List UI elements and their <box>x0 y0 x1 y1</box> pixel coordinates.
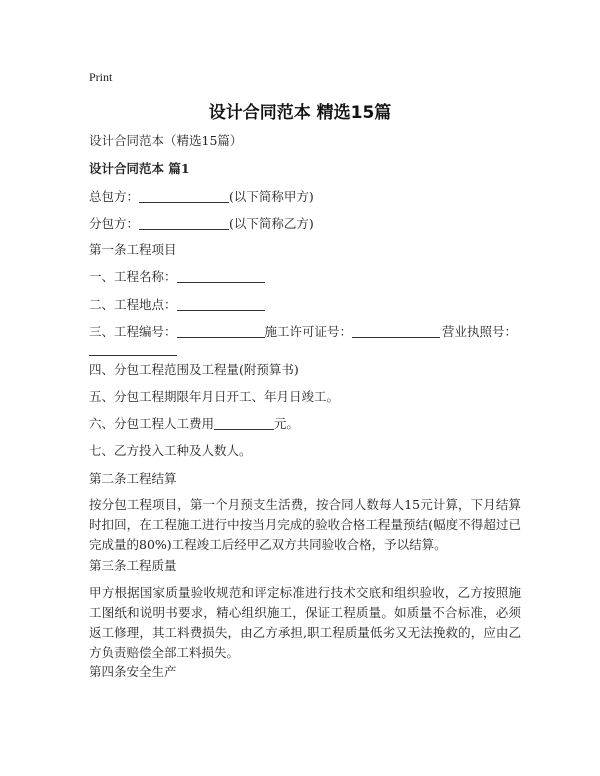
article2-body: 按分包工程项目，第一个月预支生活费，按合同人数每人15元计算，下月结算时扣回，在工程施工进行中按当月完成的验收合格工程量预结(幅度不得超过已完成量的80%)工程竣工后经甲乙双方共同验收合格，予以结算。 <box>89 497 521 552</box>
party-a-label: 总包方： <box>89 189 140 204</box>
article4-heading: 第四条安全生产 <box>89 664 177 679</box>
article1-item5: 五、分包工程期限年月日开工、年月日竣工。 <box>89 389 340 404</box>
section-heading: 设计合同范本 篇1 <box>89 161 190 176</box>
article1-item7: 七、乙方投入工种及人数人。 <box>89 443 252 458</box>
project-name-blank <box>177 268 265 283</box>
labor-cost-unit: 元。 <box>274 416 300 431</box>
article1-item3 <box>89 322 517 342</box>
labor-cost-label: 六、分包工程人工费用 <box>89 416 215 431</box>
project-number-label: 三、工程编号： <box>89 324 177 339</box>
party-b-note: (以下简称乙方) <box>229 216 314 231</box>
article1-item1 <box>89 267 265 287</box>
article1-item2 <box>89 295 265 315</box>
project-number-blank <box>177 323 265 338</box>
party-b-blank <box>139 215 229 230</box>
project-location-blank <box>177 296 265 311</box>
article3-heading: 第三条工程质量 <box>89 558 177 573</box>
permit-blank <box>352 323 440 338</box>
article3-body: 甲方根据国家质量验收规范和评定标准进行技术交底和组织验收，乙方按照施工图纸和说明书要求，精心组织施工，保证工程质量。如质量不合标准，必须返工修理，其工料费损失，由乙方承担,职工程质量低劣又无法挽救的，应由乙方负责赔偿全部工料损失。 <box>89 585 521 660</box>
permit-label: 施工许可证号： <box>264 324 353 339</box>
party-b-label: 分包方： <box>89 216 140 231</box>
article1-item4: 四、分包工程范围及工程量(附预算书) <box>89 362 299 377</box>
project-name-label: 一、工程名称： <box>89 269 177 284</box>
document-subtitle: 设计合同范本（精选15篇） <box>89 133 243 148</box>
labor-cost-blank <box>214 415 274 430</box>
party-b-line <box>89 214 314 234</box>
party-a-line <box>89 187 314 207</box>
document-title: 设计合同范本 精选15篇 <box>208 103 392 123</box>
project-location-label: 二、工程地点： <box>89 297 177 312</box>
article1-heading: 第一条工程项目 <box>89 242 177 257</box>
license-label: 营业执照号： <box>442 324 518 339</box>
print-link[interactable]: Print <box>89 70 113 84</box>
party-a-note: (以下简称甲方) <box>229 189 314 204</box>
party-a-blank <box>139 188 229 203</box>
license-blank <box>89 341 177 356</box>
license-blank-line <box>89 340 177 360</box>
article1-item6 <box>89 414 299 434</box>
article2-heading: 第二条工程结算 <box>89 471 177 486</box>
